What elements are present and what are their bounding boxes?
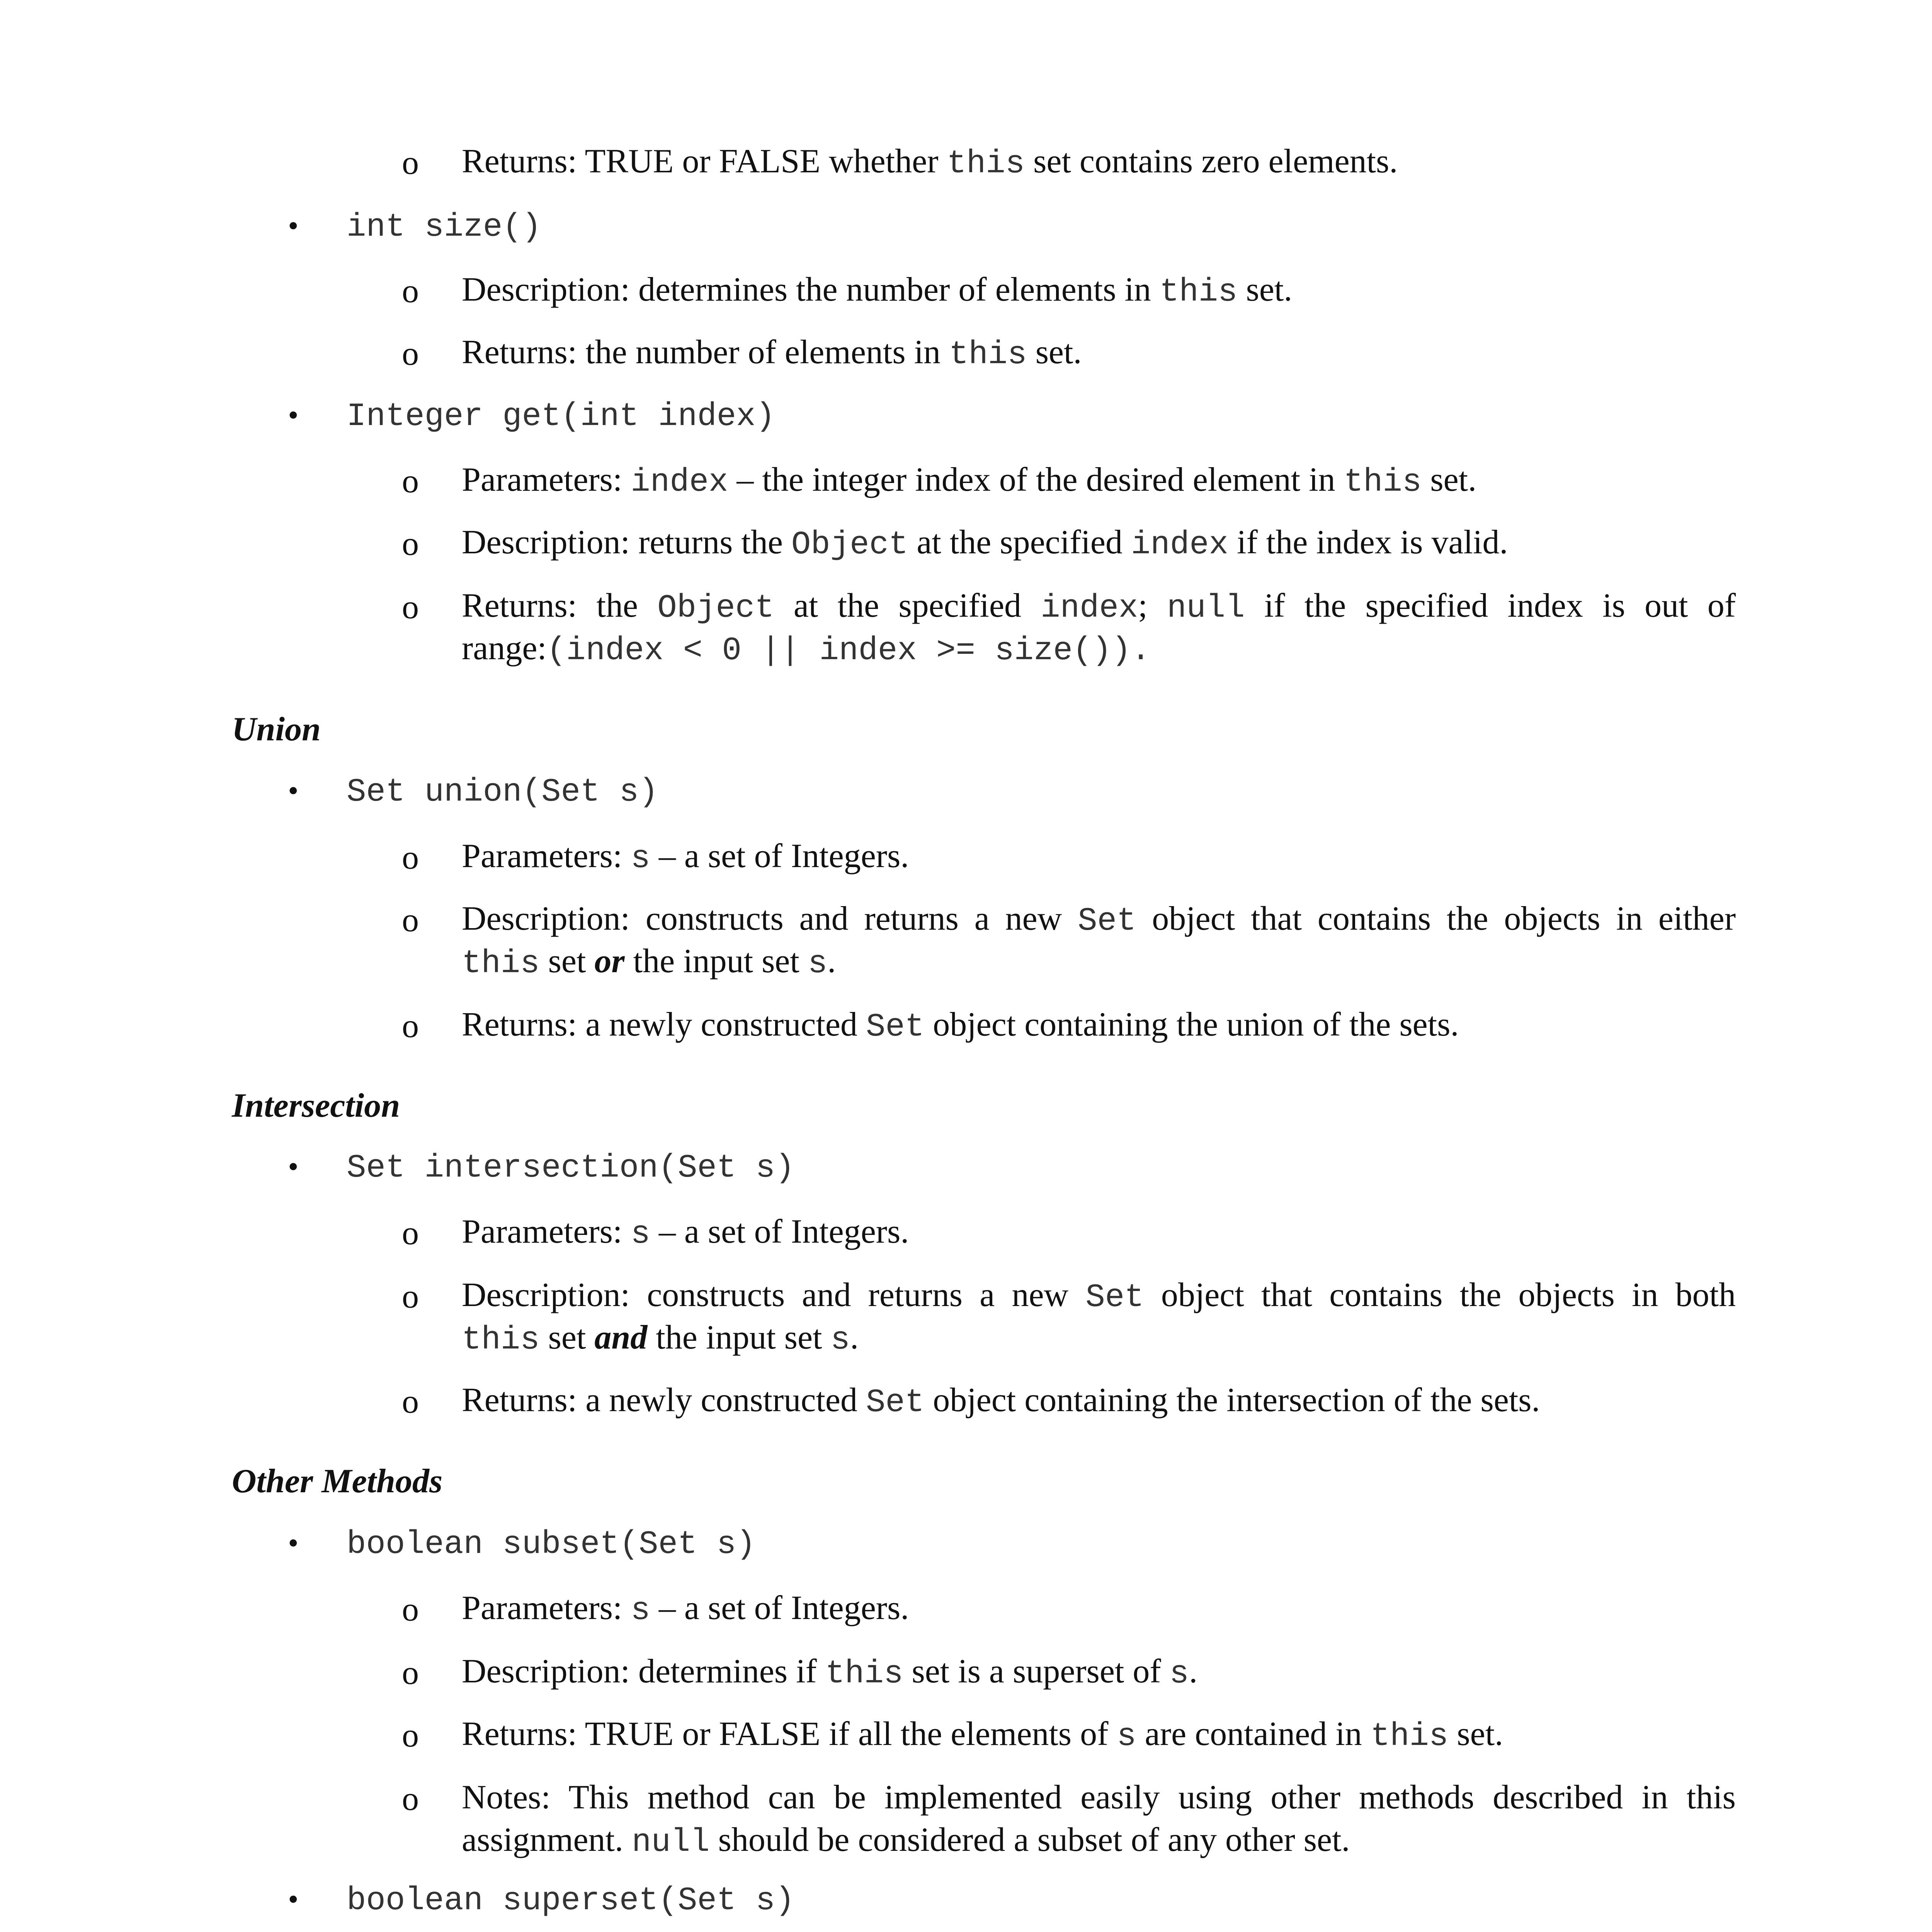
bullet-marker: • bbox=[286, 213, 301, 241]
intersection-description-line2: this set and the input set s. bbox=[462, 1319, 859, 1359]
intersection-parameters: Parameters: s – a set of Integers. bbox=[462, 1213, 909, 1253]
get-description: Description: returns the Object at the specified index if the index is valid. bbox=[462, 524, 1508, 563]
sub-bullet-marker: o bbox=[402, 144, 419, 182]
subset-notes-line2: assignment. null should be considered a subset of any other set. bbox=[462, 1821, 1350, 1861]
sub-bullet-marker: o bbox=[402, 335, 419, 372]
section-heading-other-methods: Other Methods bbox=[232, 1463, 443, 1500]
method-signature-intersection: Set intersection(Set s) bbox=[347, 1150, 795, 1187]
bullet-marker: • bbox=[286, 1153, 301, 1182]
bullet-marker: • bbox=[286, 1886, 301, 1915]
union-description-line1: Description: constructs and returns a new Set object that contains the objects in either bbox=[462, 900, 1736, 940]
sub-bullet-marker: o bbox=[402, 1383, 419, 1420]
bullet-marker: • bbox=[286, 777, 301, 806]
size-returns: Returns: the number of elements in this set. bbox=[462, 333, 1082, 373]
method-signature-size: int size() bbox=[347, 209, 542, 246]
section-heading-union: Union bbox=[232, 711, 321, 748]
bullet-marker: • bbox=[286, 1530, 301, 1558]
get-parameters: Parameters: index – the integer index of the desired element in this set. bbox=[462, 461, 1477, 501]
bullet-marker: • bbox=[286, 402, 301, 430]
get-returns-line2: range:(index < 0 || index >= size()). bbox=[462, 629, 1151, 669]
sub-bullet-marker: o bbox=[402, 1214, 419, 1252]
method-signature-superset: boolean superset(Set s) bbox=[347, 1883, 795, 1919]
sub-bullet-marker: o bbox=[402, 1717, 419, 1754]
isempty-returns: Returns: TRUE or FALSE whether this set contains zero elements. bbox=[462, 143, 1398, 182]
sub-bullet-marker: o bbox=[402, 1278, 419, 1315]
sub-bullet-marker: o bbox=[402, 463, 419, 500]
subset-parameters: Parameters: s – a set of Integers. bbox=[462, 1589, 909, 1629]
method-signature-get: Integer get(int index) bbox=[347, 398, 775, 435]
subset-notes-line1: Notes: This method can be implemented easily using other methods described in this bbox=[462, 1779, 1736, 1816]
sub-bullet-marker: o bbox=[402, 525, 419, 563]
section-heading-intersection: Intersection bbox=[232, 1087, 400, 1124]
union-returns: Returns: a newly constructed Set object containing the union of the sets. bbox=[462, 1006, 1459, 1046]
intersection-returns: Returns: a newly constructed Set object containing the intersection of the sets. bbox=[462, 1381, 1540, 1421]
size-description: Description: determines the number of elements in this set. bbox=[462, 271, 1293, 311]
intersection-description-line1: Description: constructs and returns a new Set object that contains the objects in both bbox=[462, 1276, 1736, 1316]
sub-bullet-marker: o bbox=[402, 272, 419, 310]
sub-bullet-marker: o bbox=[402, 1780, 419, 1818]
sub-bullet-marker: o bbox=[402, 1654, 419, 1692]
union-description-line2: this set or the input set s. bbox=[462, 942, 836, 982]
sub-bullet-marker: o bbox=[402, 1007, 419, 1045]
subset-description: Description: determines if this set is a superset of s. bbox=[462, 1653, 1198, 1692]
sub-bullet-marker: o bbox=[402, 1591, 419, 1628]
sub-bullet-marker: o bbox=[402, 588, 419, 626]
method-signature-subset: boolean subset(Set s) bbox=[347, 1526, 756, 1563]
sub-bullet-marker: o bbox=[402, 901, 419, 939]
sub-bullet-marker: o bbox=[402, 839, 419, 876]
union-parameters: Parameters: s – a set of Integers. bbox=[462, 837, 909, 877]
subset-returns: Returns: TRUE or FALSE if all the elements of s are contained in this set. bbox=[462, 1715, 1503, 1755]
method-signature-union: Set union(Set s) bbox=[347, 774, 658, 811]
get-returns-line1: Returns: the Object at the specified index; null if the specified index is out of bbox=[462, 587, 1736, 627]
